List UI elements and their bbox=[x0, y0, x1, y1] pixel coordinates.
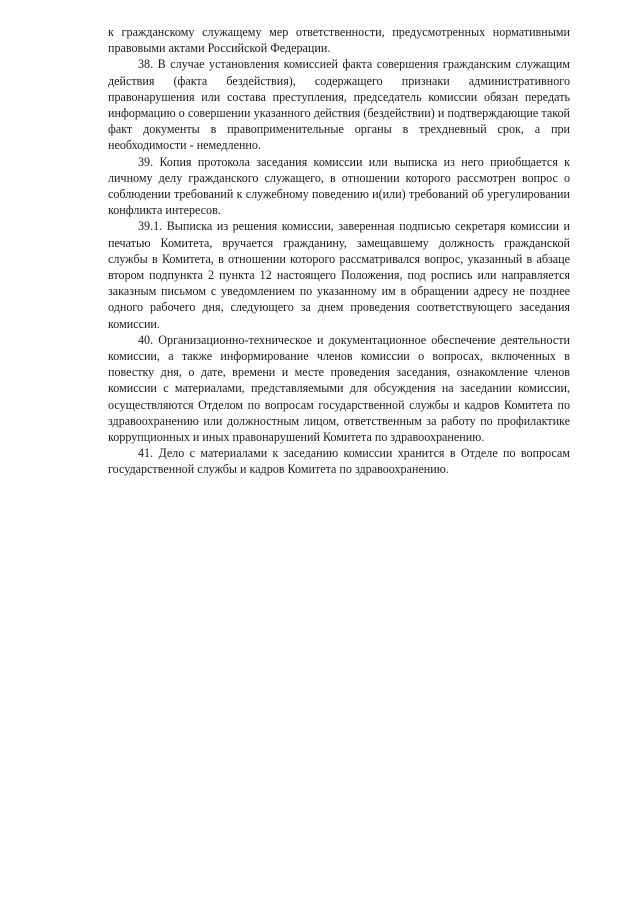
document-body bbox=[108, 24, 570, 478]
paragraph-40: 40. Организационно-техническое и документационное обеспечение деятельности комиссии, а также информирование членов комиссии о вопросах, включенных в повестку дня, о дате, времени и месте проведения заседания, ознакомление членов комиссии с материалами, представляемыми для обсуждения на заседании комиссии, осуществляются Отделом по вопросам государственной службы и кадров Комитета по здравоохранению или должностным лицом, ответственным за работу по профилактике коррупционных и иных правонарушений Комитета по здравоохранению. bbox=[108, 332, 570, 445]
paragraph-continuation: к гражданскому служащему мер ответственности, предусмотренных нормативными правовыми актами Российской Федерации. bbox=[108, 25, 570, 56]
paragraph-39: 39. Копия протокола заседания комиссии или выписка из него приобщается к личному делу гражданского служащего, в отношении которого рассмотрен вопрос о соблюдении требований к служебному поведению и(или) требований об урегулировании конфликта интересов. bbox=[108, 154, 570, 218]
paragraph-38: 38. В случае установления комиссией факта совершения гражданским служащим действия (факта бездействия), содержащего признаки административного правонарушения или состава преступления, председатель комиссии обязан передать информацию о совершении указанного действия (бездействии) и подтверждающие такой факт документы в правоприменительные органы в трехдневный срок, а при необходимости - немедленно. bbox=[108, 57, 570, 153]
paragraph-41: 41. Дело с материалами к заседанию комиссии хранится в Отделе по вопросам государственной службы и кадров Комитета по здравоохранению. bbox=[108, 446, 570, 477]
paragraph-39-1: 39.1. Выписка из решения комиссии, заверенная подписью секретаря комиссии и печатью Комитета, вручается гражданину, замещавшему должность гражданской службы в Комитета, в отношении которого рассматривался вопрос, указанный в абзаце втором подпункта 2 пункта 12 настоящего Положения, под роспись или направляется заказным письмом с уведомлением по указанному им в обращении адресу не позднее одного рабочего дня, следующего за днем проведения соответствующего заседания комиссии. bbox=[108, 219, 570, 331]
